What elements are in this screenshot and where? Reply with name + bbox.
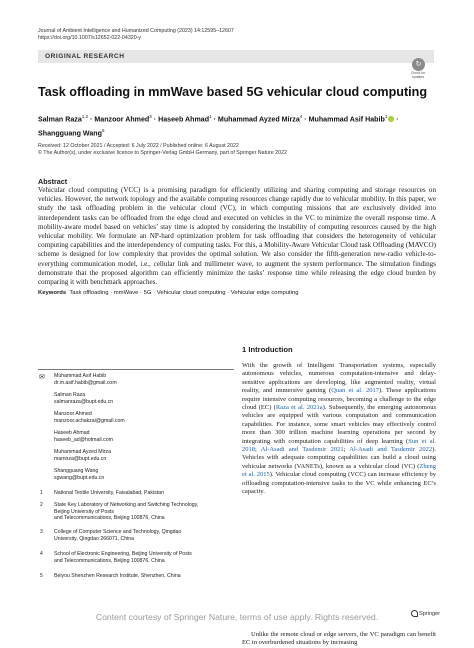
author-name[interactable]: Shangguang Wang: [38, 129, 102, 138]
contact-email[interactable]: mamirza@bupt.edu.cn: [54, 455, 107, 462]
contact-name: Muhammad Ayzed Mirza: [54, 449, 111, 455]
affiliation-mark: 1: [209, 114, 212, 119]
affiliation-text: and Telecommunications, Beijing 100876, China: [54, 515, 165, 522]
contact-entry: [54, 449, 111, 462]
affiliation-text: School of Electronic Engineering, Beijing University of Posts: [54, 551, 192, 557]
abstract-heading: Abstract: [38, 177, 68, 186]
affiliation-text: State Key Laboratory of Networking and Switching Technology, Beijing University of Posts: [54, 502, 199, 515]
paragraph-text: ). Vehicles with adequate computing capabilities can build a cloud using vehicular networks (VANETs), known as a vehicular cloud (VC) (: [242, 446, 436, 470]
contact-email[interactable]: salmanraza@bupt.edu.cn: [54, 398, 114, 405]
affiliation-mark: 5: [101, 128, 105, 134]
author-list: Salman Raza$^{1,2}$ · Manzoor Ahmed$^3$ · Haseeb Ahmad$^1$ · Muhammad Ayzed Mirza$^4$ · Muhammad Asif Habib$^1$ · Shangguang Wang$^5$: [38, 114, 399, 138]
affiliation-number: 1: [40, 490, 43, 496]
affiliation-text: National Textile University, Faisalabad, Pakistan: [54, 490, 164, 496]
paragraph-text: ). Vehicular cloud computing (VCC) can increase efficiency by offloading computation-intensive tasks to the VC while enhancing EC’s capacity.: [242, 471, 436, 496]
affiliation-mark: 4: [299, 114, 303, 119]
contact-entry: [54, 411, 125, 424]
affiliation-entry: [54, 490, 164, 497]
copyright-line: © The Author(s), under exclusive licence to Springer-Verlag GmbH Germany, part of Springer Nature 2022: [38, 150, 287, 157]
history-line: Received: 12 October 2021 / Accepted: 6 July 2022 / Published online: 6 August 2022: [38, 143, 239, 149]
contact-email[interactable]: manzoor.achakzai@gmail.com: [54, 417, 125, 424]
author-name[interactable]: Muhammad Asif Habib: [308, 115, 385, 124]
intro-paragraph: Unlike the remote cloud or edge servers, the VC paradigm can benefit EC in overburdened situations by increasing: [242, 631, 436, 647]
contact-name: Haseeb Ahmad: [54, 430, 90, 436]
paragraph-text: ). These applications require intensive computing resources, becoming a challenge to the edge cloud (EC) (: [242, 387, 436, 412]
keywords-label: Keywords: [38, 290, 67, 296]
contact-name: Manzoor Ahmed: [54, 411, 92, 417]
section-heading: 1 Introduction: [242, 345, 293, 354]
footer-notice: Content courtesy of Springer Nature, terms of use apply. Rights reserved.: [95, 612, 379, 622]
intro-paragraph: [242, 362, 436, 497]
contact-entry: [54, 392, 113, 405]
journal-info: [38, 28, 234, 43]
paragraph-text: With the growth of Intelligent Transportation systems, especially autonomous vehicles, numerous computation-intensive and delay-sensitive applications are developing, like augmented reality, virtual reality, and immersive gaming (: [242, 362, 436, 395]
publication-dates: [38, 143, 287, 158]
paragraph-text: ;: [343, 446, 350, 454]
abstract-body: Vehicular cloud computing (VCC) is a promising paradigm for efficiently utilizing and sharing computing and storage resources on vehicles. However, the network topology and the available computing resources change rapidly due to vehicular mobility. In this paper, we study the task offloading problem in the vehicular cloud (VC), in which computing missions that are exclusively divided into interdependent tasks can be offloaded from the edge cloud and executed on vehicles in the VC to minimize the overall response time. A mobility-aware model based on vehicles’ stay time is adopted by considering the instability of computing resources caused by the high vehicular mobility. We formulate an NP-hard optimization problem for task offloading that considers the heterogeneity of vehicular computing capabilities and the interdependency of computing tasks. For this, a Mobility-Aware Vehicular Cloud task Offloading (MAVCO) scheme is designed for low complexity that provides the optimal solution. We also consider the fifth-generation new-radio vehicle-to-everything communication model, i.e., cellular link and millimeter wave, to augment the system performance. The simulation findings demonstrate that the proposed algorithm can efficiently minimize the tasks’ response time while releasing the edge cloud burden by comparing it with benchmark approaches.: [38, 186, 436, 287]
affiliation-mark: 1: [384, 114, 388, 119]
affiliation-number: 3: [40, 529, 43, 535]
mail-icon: ✉: [39, 374, 45, 381]
contact-name: Shangguang Wang: [54, 468, 99, 474]
affiliation-number: 4: [40, 551, 43, 557]
affiliation-entry: [54, 502, 204, 522]
citation-link[interactable]: Sun et al. 2018: [242, 437, 437, 454]
footnote-divider: [38, 369, 234, 370]
publisher-name: Springer: [419, 610, 441, 617]
affiliation-entry: [54, 529, 181, 542]
section-label: ORIGINAL RESEARCH: [45, 53, 125, 60]
affiliation-number: 2: [40, 502, 43, 508]
orcid-icon[interactable]: [388, 116, 394, 122]
contact-email[interactable]: sgwang@bupt.edu.cn: [54, 474, 105, 481]
check-for-updates-label: Check for updates: [410, 71, 426, 79]
citation-link[interactable]: Raza et al. 2021a: [275, 404, 323, 412]
citation-link[interactable]: Quan et al. 2017: [331, 387, 379, 395]
affiliation-text: and Telecommunications, Beijing 100876, China: [54, 557, 165, 564]
contact-email[interactable]: haseeb_ad@hotmail.com: [54, 436, 113, 443]
affiliation-entry: [54, 573, 181, 580]
check-for-updates-badge[interactable]: [405, 58, 431, 80]
affiliation-entry: [54, 551, 192, 564]
contact-name: Salman Raza: [54, 392, 86, 398]
paragraph-text: ). Subsequently, the emerging autonomous vehicles are equipped with various computation and communication capabilities. For instance, some smart vehicles may effectively control more than 300 trillion machine learning operations per second by integrating with computation capabilities of deep learning (: [242, 404, 436, 445]
affiliation-mark: 1,2: [81, 114, 89, 119]
contact-entry: [54, 430, 113, 443]
paragraph-text: ;: [255, 446, 261, 454]
journal-citation: Journal of Ambient Intelligence and Humanized Computing (2023) 14:12595–12607: [38, 28, 234, 34]
citation-link[interactable]: Al-Asadi and Tasdemir 2022: [349, 446, 433, 454]
affiliation-mark: 3: [149, 114, 152, 119]
citation-link[interactable]: Al-Asadi and Tasdemir 2021: [260, 446, 344, 454]
update-check-icon: ↻: [412, 58, 425, 71]
contact-entry: [54, 468, 104, 481]
affiliation-text: University, Qingdao 266071, China: [54, 535, 135, 542]
affiliation-text: Beiyou Shenzhen Research Institute, Shenzhen, China: [54, 573, 181, 579]
author-name[interactable]: Haseeb Ahmad: [158, 115, 210, 124]
citation-link[interactable]: Zheng et al. 2015: [242, 462, 436, 479]
contact-name: Muhammad Asif Habib: [54, 373, 107, 379]
affiliation-text: College of Computer Science and Technology, Qingdao: [54, 529, 182, 535]
doi-link[interactable]: https://doi.org/10.1007/s12652-022-04320-y: [38, 35, 142, 42]
keywords-text: Task offloading · mmWave · 5G · Vehicular cloud computing · Vehicular edge computing: [69, 290, 299, 296]
paper-title: Task offloading in mmWave based 5G vehicular cloud computing: [38, 85, 428, 99]
affiliation-number: 5: [40, 573, 43, 579]
contact-entry: [54, 373, 117, 386]
author-name[interactable]: Manzoor Ahmed: [94, 115, 150, 124]
keywords: [38, 289, 436, 297]
author-name[interactable]: Muhammad Ayzed Mirza: [217, 115, 300, 124]
contact-email[interactable]: dr.m.asif.habib@gmail.com: [54, 379, 117, 386]
author-name[interactable]: Salman Raza: [38, 115, 82, 124]
